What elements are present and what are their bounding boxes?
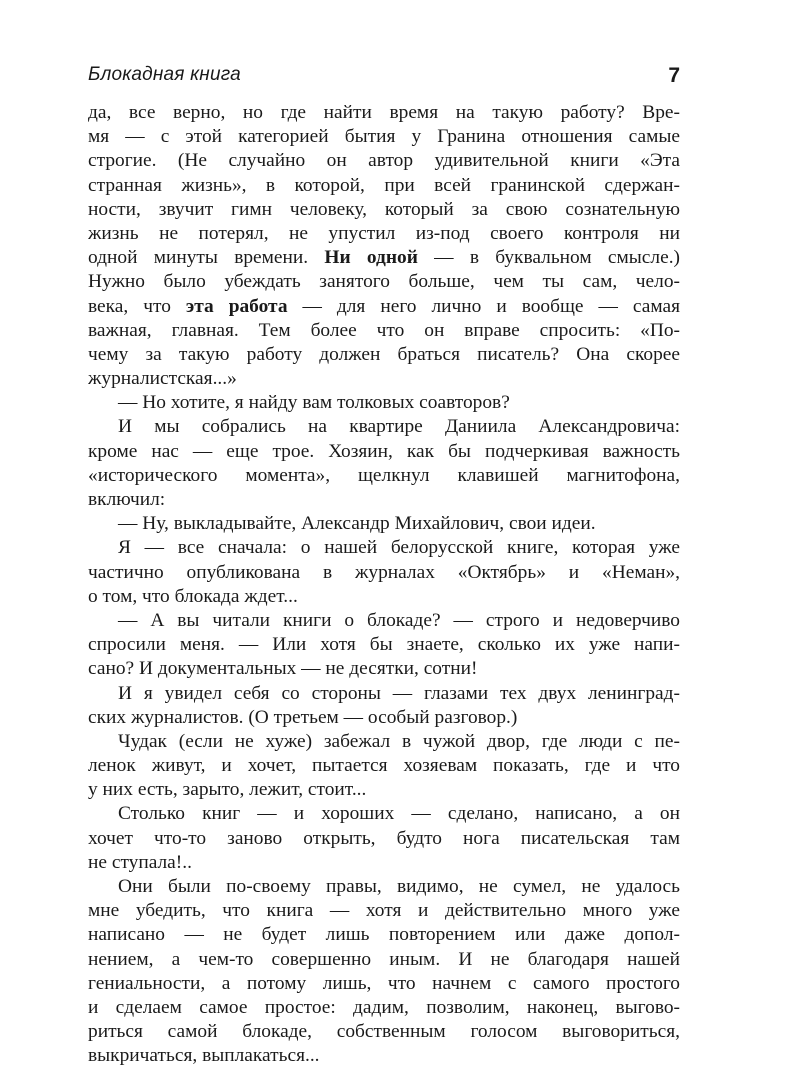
paragraph [88,730,680,803]
text-run: одной минуты времени. [88,247,325,269]
text-run: выкричаться, выплакаться... [88,1045,320,1067]
text-run: — Ну, выкладывайте, Александр Михайлович, свои идеи. [118,513,596,535]
text-run: да, все верно, но где найти время на такую работу? Вре- [88,102,680,123]
text-run: нением, а чем-то совершенно иным. И не благодаря нашей [88,948,680,970]
text-line [88,149,680,173]
text-run: кроме нас — еще трое. Хозяин, как бы подчеркивая важность [88,440,680,462]
page-number: 7 [668,64,680,87]
paragraph [88,512,680,536]
text-body [88,101,680,1069]
text-run: строгие. (Не случайно он автор удивительной книги «Эта [88,150,680,172]
text-run: гениальности, а потому лишь, что начнем с самого простого [88,972,680,994]
text-line [88,561,680,585]
text-run: века, что [88,295,186,317]
text-run: включил: [88,489,166,510]
text-run: риться самой блокаде, собственным голосом выговориться, [88,1021,680,1043]
text-line [88,730,680,754]
text-run: странная жизнь», в которой, при всей гранинской сдержан- [88,174,680,196]
text-line [88,246,680,270]
paragraph [88,391,680,415]
text-line [88,295,680,319]
text-run: — Но хотите, я найду вам толковых соавторов? [118,392,510,414]
bold-emphasis: эта работа [185,295,288,317]
text-run: Я — все сначала: о нашей белорусской книге, которая уже [118,537,680,559]
text-line [88,923,680,947]
text-line [88,899,680,923]
text-line [88,972,680,996]
text-line [88,609,680,633]
text-line [88,415,680,439]
text-line [88,585,680,609]
text-line [88,778,680,802]
text-run: сано? И документальных — не десятки, сотни! [88,658,478,680]
text-line [88,536,680,560]
text-line [88,754,680,778]
text-line [88,948,680,972]
paragraph [88,682,680,730]
text-run: о том, что блокада ждет... [88,585,298,607]
running-title: Блокадная книга [88,64,241,85]
text-run: — А вы читали книги о блокаде? — строго и недоверчиво [118,609,680,631]
text-line [88,222,680,246]
text-run: хочет что-то заново открыть, будто нога писательская там [88,827,680,849]
text-run: жизнь не потерял, не упустил из-под своего контроля ни [88,222,680,244]
text-run: Нужно было убеждать занятого больше, чем ты сам, чело- [88,271,680,293]
text-line [88,1020,680,1044]
text-run: журналистская...» [88,368,237,390]
paragraph [88,802,680,875]
text-run: мя — с этой категорией бытия у Гранина отношения самые [88,126,680,148]
paragraph [88,609,680,682]
text-line [88,125,680,149]
text-line [88,101,680,125]
bold-emphasis: Ни одной [324,247,418,269]
text-line [88,391,680,415]
text-line [88,367,680,391]
text-line [88,464,680,488]
text-line [88,174,680,198]
paragraph [88,101,680,391]
text-run: чему за такую работу должен браться писатель? Она скорее [88,343,680,365]
text-run: написано — не будет лишь повторением или даже допол- [88,924,680,946]
paragraph [88,536,680,609]
text-line [88,706,680,730]
text-line [88,851,680,875]
text-run: и сделаем самое простое: дадим, позволим, наконец, выгово- [88,996,680,1018]
text-run: Чудак (если не хуже) забежал в чужой двор, где люди с пе- [118,730,680,752]
text-run: ских журналистов. (О третьем — особый разговор.) [88,706,518,728]
text-run: у них есть, зарыто, лежит, стоит... [88,779,367,801]
text-run: не ступала!.. [88,851,192,873]
text-line [88,827,680,851]
text-line [88,657,680,681]
text-line [88,488,680,512]
text-run: спросили меня. — Или хотя бы знаете, сколько их уже напи- [88,634,680,656]
text-line [88,343,680,367]
text-run: важная, главная. Тем более что он вправе спросить: «По- [88,319,680,341]
text-run: И мы собрались на квартире Даниила Александровича: [118,416,680,438]
text-line [88,875,680,899]
text-line [88,1044,680,1068]
text-line [88,319,680,343]
text-line [88,682,680,706]
text-run: частично опубликована в журналах «Октябрь» и «Неман», [88,561,680,583]
text-line [88,802,680,826]
text-run: Столько книг — и хороших — сделано, написано, а он [118,803,680,825]
text-line [88,270,680,294]
text-line [88,440,680,464]
text-run: мне убедить, что книга — хотя и действительно много уже [88,900,680,922]
text-line [88,198,680,222]
paragraph [88,415,680,512]
text-run: И я увидел себя со стороны — глазами тех двух ленинград- [118,682,680,704]
text-run: «исторического момента», щелкнул клавишей магнитофона, [88,464,680,486]
text-run: ности, звучит гимн человеку, который за свою сознательную [88,198,680,220]
text-run: — в буквальном смысле.) [417,247,680,269]
text-run: Они были по-своему правы, видимо, не сумел, не удалось [118,876,680,897]
text-run: ленок живут, и хочет, пытается хозяевам показать, где и что [88,755,680,777]
text-run: — для него лично и вообще — самая [287,295,680,317]
text-line [88,512,680,536]
text-line [88,633,680,657]
paragraph [88,875,680,1069]
page-header [88,64,680,90]
